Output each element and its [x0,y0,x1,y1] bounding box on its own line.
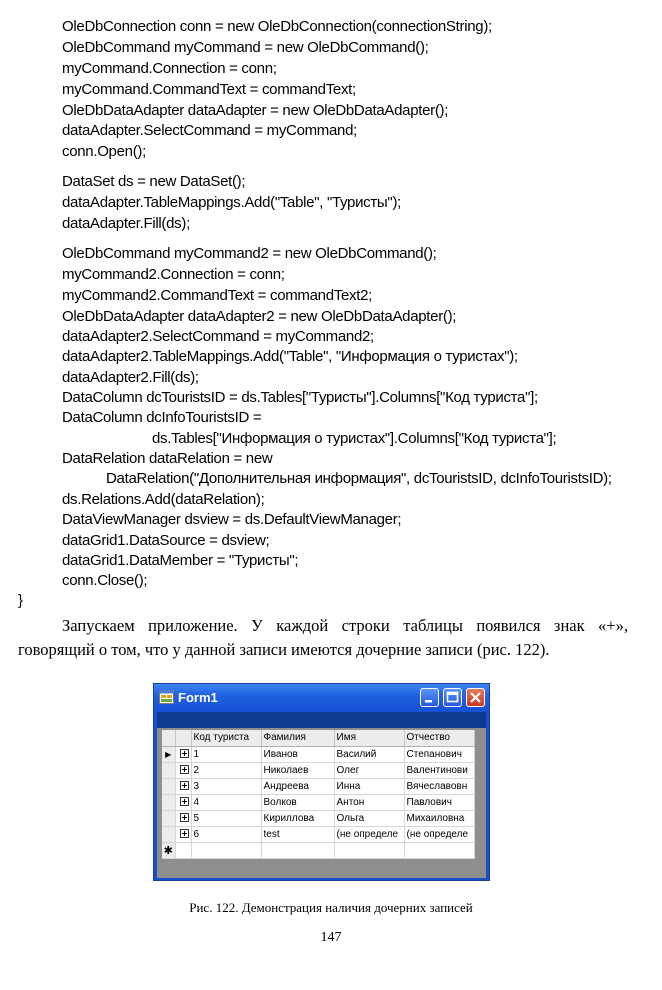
table-row[interactable] [162,762,474,778]
code-line: myCommand2.CommandText = commandText2; [62,287,372,304]
code-line: DataColumn dcInfoTouristsID = [62,409,262,426]
expand-row-button[interactable] [175,794,191,810]
page-number: 147 [320,930,342,945]
paragraph-text: Запускаем приложение. У каждой строки таблицы появился знак «+», говорящий о том, что у данной записи имеются дочерние записи (рис. 122). [18,616,628,659]
code-line: ds.Tables["Информация о туристах"].Columns["Код туриста"]; [152,430,557,447]
table-row[interactable] [162,778,474,794]
datagrid-caption-bar [157,712,486,728]
form1-window [153,683,490,881]
code-line: ds.Relations.Add(dataRelation); [62,491,265,508]
minimize-button[interactable] [420,688,439,707]
plus-icon [180,781,189,790]
cell[interactable]: Николаев [261,762,334,778]
code-line: dataAdapter.TableMappings.Add("Table", "Туристы"); [62,194,402,211]
cell[interactable]: Антон [334,794,404,810]
cell[interactable]: Степанович [404,746,474,762]
table-row[interactable] [162,794,474,810]
code-line: myCommand2.Connection = conn; [62,266,285,283]
code-line: dataAdapter2.TableMappings.Add("Table", "Информация о туристах"); [62,348,518,365]
expand-row-button[interactable] [175,762,191,778]
code-line: DataRelation dataRelation = new [62,450,273,467]
cell[interactable] [404,842,474,858]
row-header[interactable] [162,762,175,778]
cell[interactable]: 2 [191,762,261,778]
row-header[interactable] [162,826,175,842]
body-paragraph [18,614,628,662]
code-line: conn.Close(); [62,572,148,589]
cell[interactable]: 4 [191,794,261,810]
code-line: OleDbDataAdapter dataAdapter = new OleDbDataAdapter(); [62,102,449,119]
tourists-datagrid [162,730,475,859]
maximize-button[interactable] [443,688,462,707]
cell[interactable]: Кириллова [261,810,334,826]
code-line: dataAdapter2.Fill(ds); [62,369,199,386]
cell[interactable]: 3 [191,778,261,794]
column-header[interactable]: Код туриста [191,730,261,746]
cell[interactable] [334,842,404,858]
cell[interactable]: Павлович [404,794,474,810]
cell[interactable]: Ольга [334,810,404,826]
code-line: DataViewManager dsview = ds.DefaultViewManager; [62,511,402,528]
plus-icon [180,749,189,758]
column-header[interactable]: Отчество [404,730,474,746]
code-line: OleDbConnection conn = new OleDbConnection(connectionString); [62,18,492,35]
cell[interactable]: Василий [334,746,404,762]
code-closing-brace: } [18,592,23,609]
cell[interactable]: Инна [334,778,404,794]
code-line: DataSet ds = new DataSet(); [62,173,246,190]
code-line: conn.Open(); [62,143,146,160]
code-line: DataColumn dcTouristsID = ds.Tables["Туристы"].Columns["Код туриста"]; [62,389,538,406]
row-header-corner [162,730,175,746]
cell[interactable]: 5 [191,810,261,826]
code-line: OleDbCommand myCommand2 = new OleDbCommand(); [62,245,437,262]
code-line: dataAdapter2.SelectCommand = myCommand2; [62,328,374,345]
cell[interactable]: Олег [334,762,404,778]
figure-caption: Рис. 122. Демонстрация наличия дочерних записей [189,900,473,915]
new-row[interactable] [162,842,474,858]
table-row[interactable] [162,810,474,826]
expand-row-button[interactable] [175,746,191,762]
current-row-marker[interactable]: ▶ [162,746,175,762]
code-line: dataGrid1.DataSource = dsview; [62,532,270,549]
code-line: dataAdapter.Fill(ds); [62,215,190,232]
expand-row-button[interactable] [175,810,191,826]
column-header[interactable]: Имя [334,730,404,746]
table-row[interactable] [162,746,474,762]
cell[interactable]: Волков [261,794,334,810]
cell[interactable]: 6 [191,826,261,842]
datagrid-area [157,728,486,878]
cell[interactable]: test [261,826,334,842]
cell[interactable]: Иванов [261,746,334,762]
cell[interactable] [191,842,261,858]
plus-icon [180,829,189,838]
cell[interactable]: Вячеславовн [404,778,474,794]
header-row [162,730,474,746]
plus-icon [180,797,189,806]
plus-icon [180,813,189,822]
cell[interactable]: (не определе [404,826,474,842]
code-line: OleDbDataAdapter dataAdapter2 = new OleDbDataAdapter(); [62,308,457,325]
code-line: dataGrid1.DataMember = "Туристы"; [62,552,299,569]
cell[interactable]: 1 [191,746,261,762]
window-title: Form1 [178,690,218,705]
cell[interactable]: (не определе [334,826,404,842]
column-header[interactable]: Фамилия [261,730,334,746]
new-row-marker[interactable]: ✱ [162,842,175,858]
cell[interactable]: Андреева [261,778,334,794]
close-button[interactable] [466,688,485,707]
expand-row-button[interactable] [175,826,191,842]
row-header[interactable] [162,778,175,794]
code-line: dataAdapter.SelectCommand = myCommand; [62,122,358,139]
row-header[interactable] [162,794,175,810]
row-header[interactable] [162,810,175,826]
close-icon [467,689,484,706]
cell[interactable]: Михаиловна [404,810,474,826]
expand-column-header [175,730,191,746]
code-line: myCommand.CommandText = commandText; [62,81,356,98]
table-row[interactable] [162,826,474,842]
empty-cell[interactable] [175,842,191,858]
cell[interactable]: Валентинови [404,762,474,778]
form-app-icon [159,690,174,704]
maximize-icon [444,689,461,706]
code-line: myCommand.Connection = conn; [62,60,277,77]
minimize-icon [421,689,438,706]
code-line: DataRelation("Дополнительная информация", dcTouristsID, dcInfoTouristsID); [106,470,612,487]
window-titlebar[interactable] [154,684,489,712]
expand-row-button[interactable] [175,778,191,794]
plus-icon [180,765,189,774]
code-line: OleDbCommand myCommand = new OleDbCommand(); [62,39,429,56]
cell[interactable] [261,842,334,858]
